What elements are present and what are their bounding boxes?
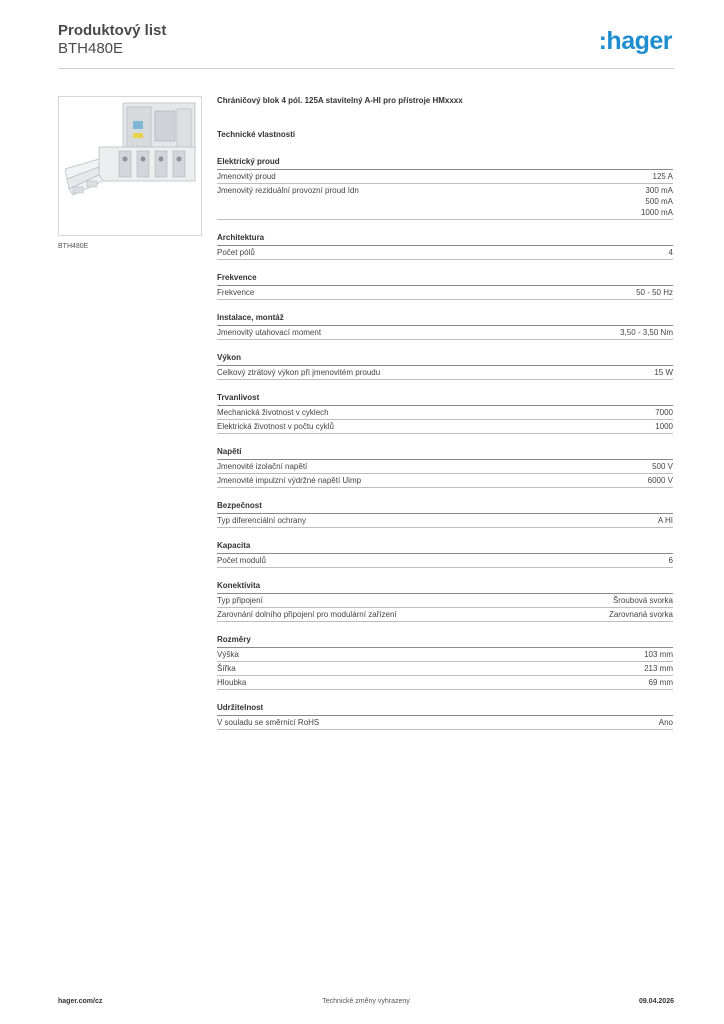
spec-value-line: 125 A <box>652 172 673 181</box>
spec-value <box>641 185 673 218</box>
spec-label: Jmenovitý proud <box>217 172 276 181</box>
spec-value-line: 6000 V <box>647 476 673 485</box>
spec-value <box>649 677 673 688</box>
spec-section <box>217 634 673 690</box>
spec-label: Typ diferenciální ochrany <box>217 516 306 525</box>
spec-row <box>217 420 673 434</box>
spec-section <box>217 156 673 220</box>
spec-label: Výška <box>217 650 239 659</box>
spec-value-line: 1000 <box>655 422 673 431</box>
product-image <box>58 96 202 236</box>
footer-website: hager.com/cz <box>58 998 103 1005</box>
spec-row <box>217 594 673 608</box>
spec-value <box>655 407 673 418</box>
spec-value <box>652 461 673 472</box>
section-title: Udržitelnost <box>217 702 673 716</box>
spec-label: Jmenovité izolační napětí <box>217 462 308 471</box>
spec-value-line: 4 <box>668 248 673 257</box>
spec-label: Počet modulů <box>217 556 266 565</box>
section-title: Frekvence <box>217 272 673 286</box>
tech-properties-heading: Technické vlastnosti <box>217 130 296 139</box>
spec-value <box>669 555 673 566</box>
section-title: Instalace, montáž <box>217 312 673 326</box>
spec-row <box>217 366 673 380</box>
spec-value-line: 3,50 - 3,50 Nm <box>620 328 673 337</box>
section-title: Elektrický proud <box>217 156 673 170</box>
spec-section <box>217 540 673 568</box>
spec-label: Zarovnání dolního připojení pro modulární zařízení <box>217 610 397 619</box>
spec-label: Jmenovité impulzní výdržné napětí Uimp <box>217 476 362 485</box>
spec-value-line: 300 mA <box>645 186 673 195</box>
product-photo-icon <box>59 97 201 235</box>
product-code: BTH480E <box>58 40 124 57</box>
spec-value-line: 500 mA <box>645 197 673 206</box>
spec-value-line: Ano <box>658 718 673 727</box>
spec-row <box>217 676 673 690</box>
spec-label: Šířka <box>217 664 236 673</box>
spec-section <box>217 272 673 300</box>
section-title: Architektura <box>217 232 673 246</box>
spec-section <box>217 312 673 340</box>
section-title: Bezpečnost <box>217 500 673 514</box>
spec-row <box>217 246 673 260</box>
spec-label: Frekvence <box>217 288 255 297</box>
spec-value-line: 213 mm <box>644 664 673 673</box>
section-title: Trvanlivost <box>217 392 673 406</box>
spec-row <box>217 608 673 622</box>
spec-label: V souladu se směrnicí RoHS <box>217 718 320 727</box>
spec-value <box>659 717 673 728</box>
spec-section <box>217 702 673 730</box>
image-caption: BTH480E <box>58 243 89 250</box>
spec-value <box>636 287 673 298</box>
spec-label: Hloubka <box>217 678 247 687</box>
spec-row <box>217 474 673 488</box>
spec-value <box>654 367 673 378</box>
spec-sections <box>217 156 673 730</box>
section-title: Rozměry <box>217 634 673 648</box>
spec-value-line: A HI <box>657 516 673 525</box>
spec-row <box>217 184 673 220</box>
header-divider <box>58 68 674 69</box>
spec-content <box>217 96 673 742</box>
spec-row <box>217 716 673 730</box>
footer-note: Technické změny vyhrazeny <box>322 998 410 1005</box>
spec-section <box>217 232 673 260</box>
document-title: Produktový list <box>58 22 167 39</box>
section-title: Kapacita <box>217 540 673 554</box>
section-title: Výkon <box>217 352 673 366</box>
spec-value-line: 7000 <box>655 408 673 417</box>
spec-value-line: 6 <box>668 556 673 565</box>
page-header <box>58 22 674 68</box>
footer-date: 09.04.2026 <box>638 998 674 1005</box>
spec-row <box>217 170 673 184</box>
spec-row <box>217 554 673 568</box>
spec-row <box>217 648 673 662</box>
spec-value <box>644 649 673 660</box>
spec-label: Jmenovitý utahovací moment <box>217 328 322 337</box>
spec-section <box>217 446 673 488</box>
spec-value <box>613 595 673 606</box>
spec-row <box>217 662 673 676</box>
spec-label: Elektrická životnost v počtu cyklů <box>217 422 334 431</box>
hager-logo: :hager <box>598 27 672 55</box>
product-description: Chráničový blok 4 pól. 125A stavitelný A-HI pro přístroje HMxxxx <box>217 96 463 105</box>
spec-label: Mechanická životnost v cyklech <box>217 408 329 417</box>
spec-value <box>655 421 673 432</box>
spec-label: Celkový ztrátový výkon při jmenovitém proudu <box>217 368 381 377</box>
section-title: Napětí <box>217 446 673 460</box>
spec-value-line: 500 V <box>652 462 673 471</box>
spec-row <box>217 406 673 420</box>
spec-value <box>620 327 673 338</box>
spec-label: Jmenovitý reziduální provozní proud Idn <box>217 186 359 195</box>
spec-row <box>217 460 673 474</box>
spec-value <box>644 663 673 674</box>
spec-value-line: 50 - 50 Hz <box>636 288 673 297</box>
spec-value-line: 15 W <box>654 368 673 377</box>
spec-value <box>609 609 673 620</box>
spec-value-line: 69 mm <box>648 678 673 687</box>
spec-value-line: 1000 mA <box>640 208 673 217</box>
spec-row <box>217 326 673 340</box>
page-footer <box>58 998 674 1010</box>
spec-section <box>217 352 673 380</box>
spec-row <box>217 514 673 528</box>
section-title: Konektivita <box>217 580 673 594</box>
spec-section <box>217 392 673 434</box>
spec-row <box>217 286 673 300</box>
spec-value <box>653 171 673 182</box>
spec-value-line: Zarovnaná svorka <box>608 610 673 619</box>
spec-label: Počet pólů <box>217 248 255 257</box>
spec-value-line: 103 mm <box>644 650 673 659</box>
spec-section <box>217 580 673 622</box>
spec-label: Typ připojení <box>217 596 263 605</box>
spec-value <box>658 515 673 526</box>
spec-value <box>669 247 673 258</box>
spec-value <box>648 475 673 486</box>
spec-value-line: Šroubová svorka <box>612 596 673 605</box>
spec-section <box>217 500 673 528</box>
